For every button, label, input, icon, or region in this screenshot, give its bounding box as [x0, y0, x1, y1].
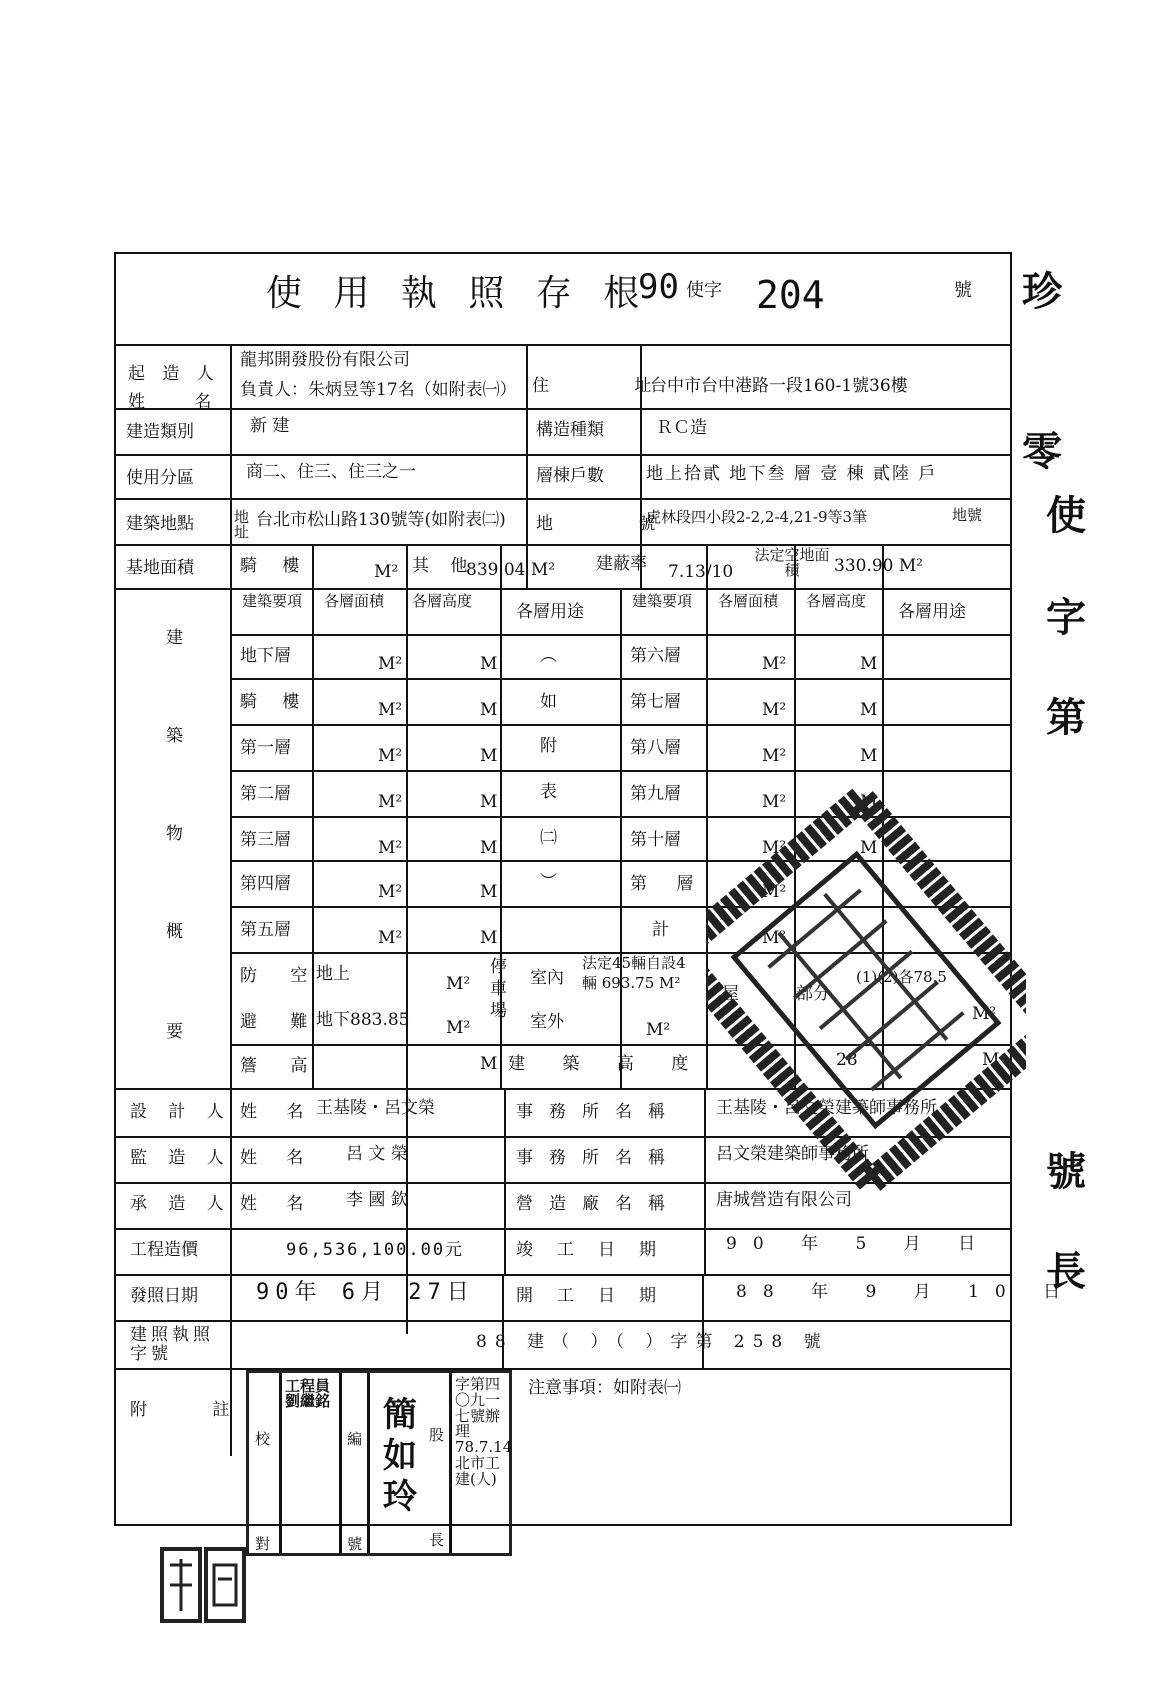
site-address: 台北市松山路130號等(如附表㈡) [256, 510, 506, 530]
structure-value: ＲＣ造 [656, 418, 707, 438]
form-title: 使 用 執 照 存 根 [266, 273, 650, 314]
contractor-name: 李 國 欽 [346, 1190, 408, 1210]
shelter-above-unit: M² [446, 974, 471, 994]
building-height-label: 建 築 高 度 [508, 1054, 705, 1074]
permit-year: 90 [638, 267, 679, 307]
shelter-above: 地上 [316, 964, 350, 984]
official-seal-icon [706, 780, 1026, 1200]
building-height-value: 28 [836, 1050, 858, 1070]
start-date-label: 開工日期 [516, 1286, 680, 1306]
cost-label: 工程造價 [130, 1240, 198, 1260]
permit-number: 204 [756, 273, 825, 317]
officer-name: 工程員 劉繼銘 [285, 1377, 331, 1410]
issue-date-label: 發照日期 [130, 1286, 198, 1306]
margin-char: 使 [1046, 492, 1086, 539]
building-permit-number: 88 建（ ）（ ）字第 258 號 [476, 1332, 829, 1352]
margin-char: 珍 [1022, 268, 1062, 315]
coverage-ratio: 7.13/10 [668, 562, 734, 582]
col-head-height-left: 各層高度 [411, 592, 472, 610]
shelter-below: 地下883.85 [316, 1010, 410, 1030]
parking-indoor-label: 室內 [530, 968, 564, 988]
designer-role: 設 計 人 [130, 1102, 232, 1122]
contractor-role: 承 造 人 [130, 1194, 232, 1214]
chief-name: 簡如玲 [383, 1395, 417, 1517]
edit-label: 編號 [347, 1430, 363, 1553]
col-head-height-right: 各層高度 [805, 592, 866, 610]
margin-char: 號 [1046, 1148, 1086, 1195]
seal-stamps-icon [158, 1545, 248, 1625]
annex-value: (1)(2)各78.5 [856, 968, 947, 986]
permit-form: 使 用 執 照 存 根 90 使字 204 號 起 造 人 姓 名 龍邦開發股份有限公司 負責人：朱炳昱等17名（如附表㈠） 住 址 台中市台中港路一段160-1號36樓 建造類別 新 建 構造種類 ＲＣ造 使用分區 商二、住三、住三之一 層棟戶數 地上拾貳 地下叁 層 壹 棟 貳陸 戶 建築地點 地址 台北市松山路130號等(如附表㈡) 地 號 虎林段四小段2-2,2-4,21-9等3筆 地號 基地面積 騎 樓 M² 其 他 839.04 M² 建蔽率 7.13/10 法定空地面積 330.90 M² 建 築 物 概 要 建築要項 各層面積 各層高度 各層用途 建築要項 各層面積 各層高度 各層用途 地下層 騎 樓 第一層 第二層 第三層 第四層 第五層 M² M² M² M² M² M² M² M M M M M M M ︵ 如 附 表 ㈡ ︶ 第六層 第七層 第八層 第九層 第十層 第 層 計 M² M² M² M² M² M² M² M M M M M 防 空 避 難 地上 M² 地下883.85 M² 停車場 室內 法定45輛自設4輛 693.75 M² 室外 M² 屋 部分 (1)(2)各78.5 M² 簷 高 M 建 築 高 度 28 M 設 計 人 姓 名 王基陵・呂文榮 事務所名稱 王基陵・呂文榮建築師事務所 監 造 人 姓 名 呂 文 榮 事務所名稱 呂文榮建築師事務所 承 造 人 姓 名 李 國 欽 營造廠名稱 唐城營造有限公司 工程造價 96,536,100.00元 竣工日期 90 年 5 月 日 發照日期 90年 6月 27日 開工日期 88 年 9 月 10 日 建照執照字號 88 建（ ）（ ）字第 258 號 附 註 注意事項：如附表㈠ [114, 252, 1012, 1526]
right-margin [1012, 240, 1152, 1340]
designer-office: 王基陵・呂文榮建築師事務所 [716, 1098, 937, 1118]
floors-label: 層棟戶數 [536, 466, 604, 486]
supervisor-name-label: 姓 名 [240, 1148, 316, 1168]
zone-label: 使用分區 [126, 468, 194, 488]
col-head-area-right: 各層面積 [717, 592, 778, 610]
build-type-label: 建造類別 [126, 422, 194, 442]
completion-label: 竣工日期 [516, 1240, 680, 1260]
arcade-label: 騎 樓 [240, 556, 310, 576]
col-head-item-left: 建築要項 [241, 592, 302, 610]
contractor-office: 唐城營造有限公司 [716, 1190, 852, 1210]
build-type-value: 新 建 [250, 416, 290, 436]
margin-char: 長 [1046, 1248, 1086, 1295]
issue-date: 90年 6月 27日 [256, 1280, 475, 1305]
owner-address-label: 住 址 [532, 376, 692, 396]
owner-label-a: 起 造 人 [128, 364, 220, 384]
margin-char: 字 [1046, 594, 1086, 641]
reference-text: 字第四〇九一七號辦理 78.7.14北市工建(人) [455, 1375, 513, 1488]
open-space-area: 330.90 M² [834, 556, 924, 576]
chief-label: 股長 [429, 1426, 445, 1549]
supervisor-office-label: 事務所名稱 [516, 1148, 681, 1168]
review-stamp [246, 1370, 512, 1556]
eave-unit: M [480, 1054, 498, 1074]
margin-char: 第 [1046, 694, 1086, 741]
supervisor-name: 呂 文 榮 [346, 1144, 408, 1164]
designer-name: 王基陵・呂文榮 [316, 1098, 435, 1118]
structure-label: 構造種類 [536, 420, 604, 440]
other-area: 839.04 M² [466, 560, 556, 580]
parking-outdoor-unit: M² [646, 1020, 671, 1040]
contractor-office-label: 營造廠名稱 [516, 1194, 681, 1214]
col-head-use-right: 各層用途 [898, 602, 966, 622]
supervisor-role: 監 造 人 [130, 1148, 232, 1168]
owner-address: 台中市台中港路一段160-1號36樓 [650, 376, 908, 396]
cost-value: 96,536,100.00元 [286, 1240, 465, 1260]
site-area-label: 基地面積 [126, 558, 194, 578]
site-address-tag: 地址 [234, 508, 250, 541]
shelter-label-b: 避 難 [240, 1012, 322, 1032]
roof-label: 屋 [722, 984, 739, 1004]
lot-suffix: 地號 [952, 506, 983, 524]
building-permit-label: 建照執照字號 [130, 1325, 214, 1364]
parking-indoor-value: 法定45輛自設4輛 693.75 M² [582, 954, 686, 992]
number-suffix: 號 [954, 280, 972, 301]
note-label: 附 註 [130, 1400, 260, 1420]
annex-unit: M² [972, 1004, 997, 1024]
arcade-unit: M² [374, 562, 399, 582]
parking-outdoor-label: 室外 [530, 1012, 564, 1032]
col-head-use-left: 各層用途 [516, 602, 584, 622]
coverage-label: 建蔽率 [596, 554, 647, 574]
zone-value: 商二、住三、住三之一 [246, 462, 416, 482]
proof-label: 校對 [255, 1430, 271, 1553]
owner-label-b: 姓 名 [128, 392, 234, 412]
note-text: 注意事項：如附表㈠ [528, 1378, 681, 1398]
open-space-label: 法定空地面積 [754, 546, 830, 579]
lot-label: 地 號 [536, 514, 696, 534]
completion-date: 90 年 5 月 日 [726, 1234, 992, 1254]
margin-char: 零 [1022, 428, 1062, 475]
annex-label: 部分 [796, 984, 830, 1004]
parking-label: 停車場 [490, 957, 507, 1022]
designer-name-label: 姓 名 [240, 1102, 316, 1122]
owner-company: 龍邦開發股份有限公司 [240, 350, 410, 370]
owner-representative: 負責人：朱炳昱等17名（如附表㈠） [240, 380, 517, 400]
eave-label: 簷 高 [240, 1056, 322, 1076]
start-date: 88 年 9 月 10 日 [736, 1282, 1077, 1302]
building-height-unit: M [982, 1050, 1000, 1070]
supervisor-office: 呂文榮建築師事務所 [716, 1144, 869, 1164]
shelter-label-a: 防 空 [240, 966, 322, 986]
floors-value: 地上拾貳 地下叁 層 壹 棟 貳陸 戶 [646, 464, 938, 484]
col-head-area-left: 各層面積 [323, 592, 384, 610]
shelter-below-unit: M² [446, 1018, 471, 1038]
designer-office-label: 事務所名稱 [516, 1102, 681, 1122]
other-label: 其 他 [412, 556, 476, 576]
site-label: 建築地點 [126, 514, 194, 534]
contractor-name-label: 姓 名 [240, 1194, 316, 1214]
col-head-item-right: 建築要項 [631, 592, 692, 610]
lot-value: 虎林段四小段2-2,2-4,21-9等3筆 [646, 508, 868, 526]
permit-type: 使字 [686, 280, 722, 301]
